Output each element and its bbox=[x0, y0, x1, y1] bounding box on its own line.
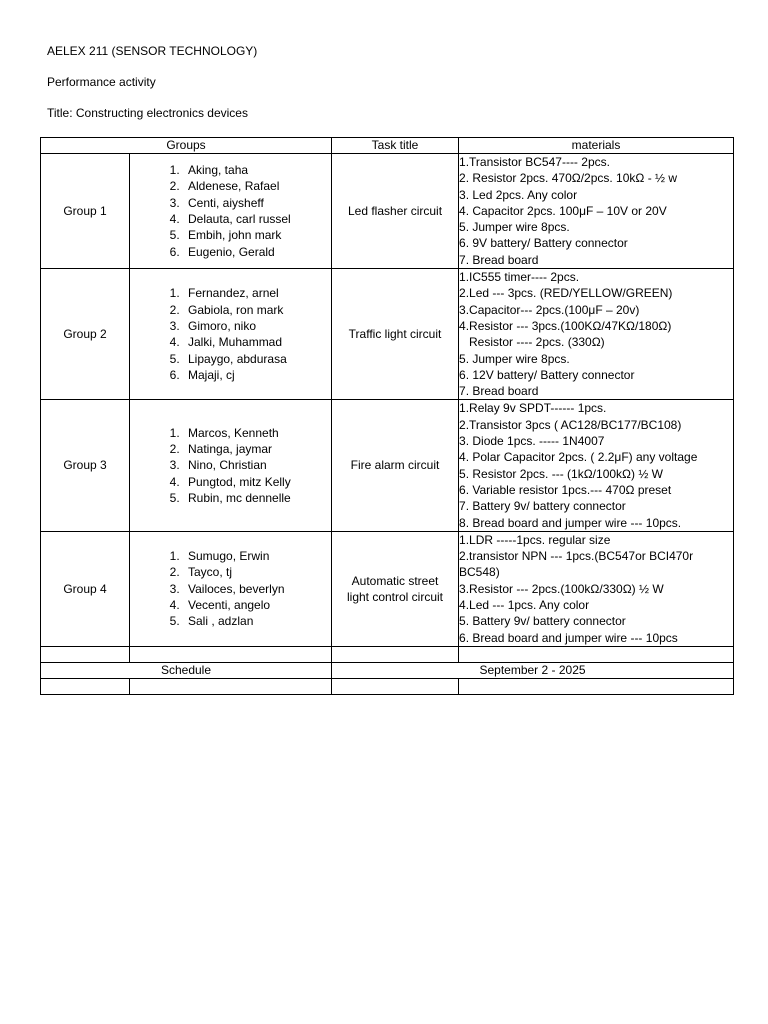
material-item: 6. 12V battery/ Battery connector bbox=[459, 367, 635, 382]
empty-cell bbox=[130, 646, 332, 662]
member-list bbox=[130, 285, 331, 383]
material-item: 4. Polar Capacitor 2pcs. ( 2.2μF) any voltage bbox=[459, 450, 698, 465]
group-name: Group 3 bbox=[41, 400, 130, 531]
member: 1. Sumugo, Erwin bbox=[183, 548, 331, 564]
task-title-line: light control circuit bbox=[346, 589, 444, 604]
empty-cell bbox=[130, 678, 332, 694]
group-name: Group 2 bbox=[41, 269, 130, 400]
member: 1. Fernandez, arnel bbox=[183, 285, 331, 301]
material-item: 1.Transistor BC547---- 2pcs. bbox=[459, 155, 610, 169]
material-item: 2.transistor NPN --- 1pcs.(BC547or BCI470r bbox=[459, 549, 694, 564]
member: 4. Delauta, carl russel bbox=[183, 211, 331, 227]
member-list bbox=[130, 162, 331, 260]
material-item: 5. Battery 9v/ battery connector bbox=[459, 614, 626, 629]
table-row bbox=[41, 269, 734, 400]
materials-cell bbox=[459, 154, 734, 269]
member: 4. Vecenti, angelo bbox=[183, 597, 331, 613]
member-list-cell bbox=[130, 154, 332, 269]
member: 1. Marcos, Kenneth bbox=[183, 425, 331, 441]
material-item: 7. Bread board bbox=[459, 252, 539, 267]
materials-cell bbox=[459, 269, 734, 400]
member-list-cell bbox=[130, 269, 332, 400]
member: 2. Tayco, tj bbox=[183, 564, 331, 580]
empty-row bbox=[41, 678, 734, 694]
member: 6. Majaji, cj bbox=[183, 367, 331, 383]
member: 3. Gimoro, niko bbox=[183, 318, 331, 334]
table-row bbox=[41, 531, 734, 646]
empty-cell bbox=[332, 646, 459, 662]
empty-cell bbox=[41, 678, 130, 694]
materials-cell bbox=[459, 531, 734, 646]
member: 5. Sali , adzlan bbox=[183, 613, 331, 629]
member: 3. Nino, Christian bbox=[183, 457, 331, 473]
material-item: 2.Transistor 3pcs ( AC128/BC177/BC108) bbox=[459, 417, 682, 432]
task-title: Led flasher circuit bbox=[332, 154, 459, 269]
member: 3. Vailoces, beverlyn bbox=[183, 581, 331, 597]
table-row bbox=[41, 400, 734, 531]
table-row bbox=[41, 154, 734, 269]
member-list bbox=[130, 425, 331, 506]
material-item: 6. Variable resistor 1pcs.--- 470Ω preset bbox=[459, 482, 672, 497]
empty-cell bbox=[459, 678, 734, 694]
material-item: 2.Led --- 3pcs. (RED/YELLOW/GREEN) bbox=[459, 286, 673, 301]
member: 1. Aking, taha bbox=[183, 162, 331, 178]
empty-cell bbox=[459, 646, 734, 662]
material-item: 3. Diode 1pcs. ----- 1N4007 bbox=[459, 434, 605, 449]
member: 4. Jalki, Muhammad bbox=[183, 334, 331, 350]
member: 4. Pungtod, mitz Kelly bbox=[183, 474, 331, 490]
material-item: 3.Resistor --- 2pcs.(100kΩ/330Ω) ½ W bbox=[459, 581, 664, 596]
course-title: AELEX 211 (SENSOR TECHNOLOGY) bbox=[47, 44, 258, 58]
member-list bbox=[130, 548, 331, 629]
material-item: 3.Capacitor--- 2pcs.(100μF – 20v) bbox=[459, 302, 640, 317]
material-item: 6. Bread board and jumper wire --- 10pcs bbox=[459, 630, 678, 645]
member: 2. Natinga, jaymar bbox=[183, 441, 331, 457]
material-item: 6. 9V battery/ Battery connector bbox=[459, 236, 628, 251]
material-item: BC548) bbox=[459, 565, 500, 580]
member-list-cell bbox=[130, 400, 332, 531]
material-item: 7. Bread board bbox=[459, 384, 539, 399]
material-item: 4.Led --- 1pcs. Any color bbox=[459, 598, 590, 613]
task-title: Fire alarm circuit bbox=[332, 400, 459, 531]
empty-cell bbox=[332, 678, 459, 694]
material-item: 4. Capacitor 2pcs. 100μF – 10V or 20V bbox=[459, 203, 667, 218]
schedule-label: Schedule bbox=[41, 662, 332, 678]
materials-cell bbox=[459, 400, 734, 531]
member-list-cell bbox=[130, 531, 332, 646]
member: 5. Lipaygo, abdurasa bbox=[183, 351, 331, 367]
member: 5. Rubin, mc dennelle bbox=[183, 490, 331, 506]
material-item: 1.LDR -----1pcs. regular size bbox=[459, 532, 611, 547]
activity-label: Performance activity bbox=[47, 75, 156, 89]
member: 5. Embih, john mark bbox=[183, 227, 331, 243]
task-title bbox=[332, 531, 459, 646]
member: 2. Aldenese, Rafael bbox=[183, 178, 331, 194]
material-item: 1.Relay 9v SPDT------ 1pcs. bbox=[459, 401, 607, 416]
activity-table bbox=[40, 137, 734, 695]
header-groups: Groups bbox=[41, 138, 332, 154]
member: 3. Centi, aiysheff bbox=[183, 195, 331, 211]
material-item: 4.Resistor --- 3pcs.(100KΩ/47KΩ/180Ω) bbox=[459, 318, 672, 333]
task-title-line: Automatic street bbox=[351, 573, 439, 588]
header-materials: materials bbox=[459, 138, 734, 154]
material-item: Resistor ---- 2pcs. (330Ω) bbox=[469, 335, 605, 350]
schedule-row bbox=[41, 662, 734, 678]
group-name: Group 1 bbox=[41, 154, 130, 269]
document-title: Title: Constructing electronics devices bbox=[47, 106, 248, 120]
material-item: 1.IC555 timer---- 2pcs. bbox=[459, 270, 580, 285]
material-item: 2. Resistor 2pcs. 470Ω/2pcs. 10kΩ - ½ w bbox=[459, 171, 678, 186]
material-item: 3. Led 2pcs. Any color bbox=[459, 187, 578, 202]
material-item: 5. Jumper wire 8pcs. bbox=[459, 351, 570, 366]
header-task-title: Task title bbox=[332, 138, 459, 154]
empty-cell bbox=[41, 646, 130, 662]
empty-row bbox=[41, 646, 734, 662]
task-title: Traffic light circuit bbox=[332, 269, 459, 400]
table-header-row bbox=[41, 138, 734, 154]
material-item: 5. Resistor 2pcs. --- (1kΩ/100kΩ) ½ W bbox=[459, 466, 664, 481]
member: 2. Gabiola, ron mark bbox=[183, 302, 331, 318]
material-item: 5. Jumper wire 8pcs. bbox=[459, 220, 570, 235]
group-name: Group 4 bbox=[41, 531, 130, 646]
member: 6. Eugenio, Gerald bbox=[183, 244, 331, 260]
material-item: 8. Bread board and jumper wire --- 10pcs. bbox=[459, 515, 682, 530]
schedule-date: September 2 - 2025 bbox=[332, 662, 734, 678]
material-item: 7. Battery 9v/ battery connector bbox=[459, 499, 626, 514]
